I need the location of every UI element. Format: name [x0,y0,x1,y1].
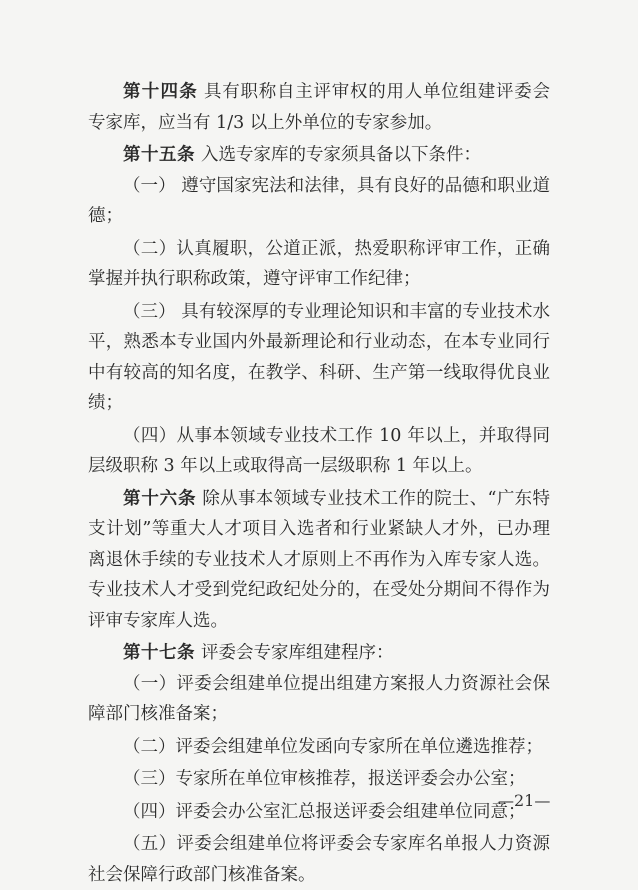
article-15-item-3: （三） 具有较深厚的专业理论知识和丰富的专业技术水平，熟悉本专业国内外最新理论和行业动态，在本专业同行中有较高的知名度，在教学、科研、生产第一线取得优良业绩； [88,301,550,413]
article-15-item-2: （二）认真履职，公道正派，热爱职称评审工作，正确掌握并执行职称政策，遵守评审工作纪律； [88,238,550,289]
article-17-item-2: （二）评委会组建单位发函向专家所在单位遴选推荐； [123,736,543,757]
article-17-heading: 第十七条 [123,643,195,663]
article-14-heading: 第十四条 [123,82,198,102]
article-17-item-3: （三）专家所在单位审核推荐，报送评委会办公室； [123,769,526,789]
article-15-heading: 第十五条 [123,145,195,165]
article-17 [88,638,550,669]
page-number: —21— [498,791,551,810]
article-14-text: 具有职称自主评审权的用人单位组建评委会专家库，应当有 1/3 以上外单位的专家参加。 [88,82,550,133]
article-16-heading: 第十六条 [123,488,197,509]
article-17-item-1: （一）评委会组建单位提出组建方案报人力资源社会保障部门核准备案； [88,673,550,724]
article-15-text: 入选专家库的专家须具备以下条件： [201,145,481,165]
article-17-item-4: （四）评委会办公室汇总报送评委会组建单位同意； [123,801,526,822]
article-15 [88,140,550,171]
article-17-text: 评委会专家库组建程序： [201,643,394,663]
article-16 [88,484,550,637]
article-15-item-4: （四）从事本领域专业技术工作 10 年以上，并取得同层级职称 3 年以上或取得高一层级职称 1 年以上。 [88,425,550,476]
article-16-text: 除从事本领域专业技术工作的院士、“广东特支计划”等重大人才项目入选者和行业紧缺人才外，已办理离退休手续的专业技术人才原则上不再作为入库专家人选。专业技术人才受到党纪政纪处分的，在受处分期间不得作为评审专家库人选。 [88,488,550,631]
article-14 [88,77,550,138]
article-17-item-5: （五）评委会组建单位将评委会专家库名单报人力资源社会保障行政部门核准备案。 [88,834,550,885]
article-15-item-1: （一） 遵守国家宪法和法律，具有良好的品德和职业道德； [88,175,550,226]
